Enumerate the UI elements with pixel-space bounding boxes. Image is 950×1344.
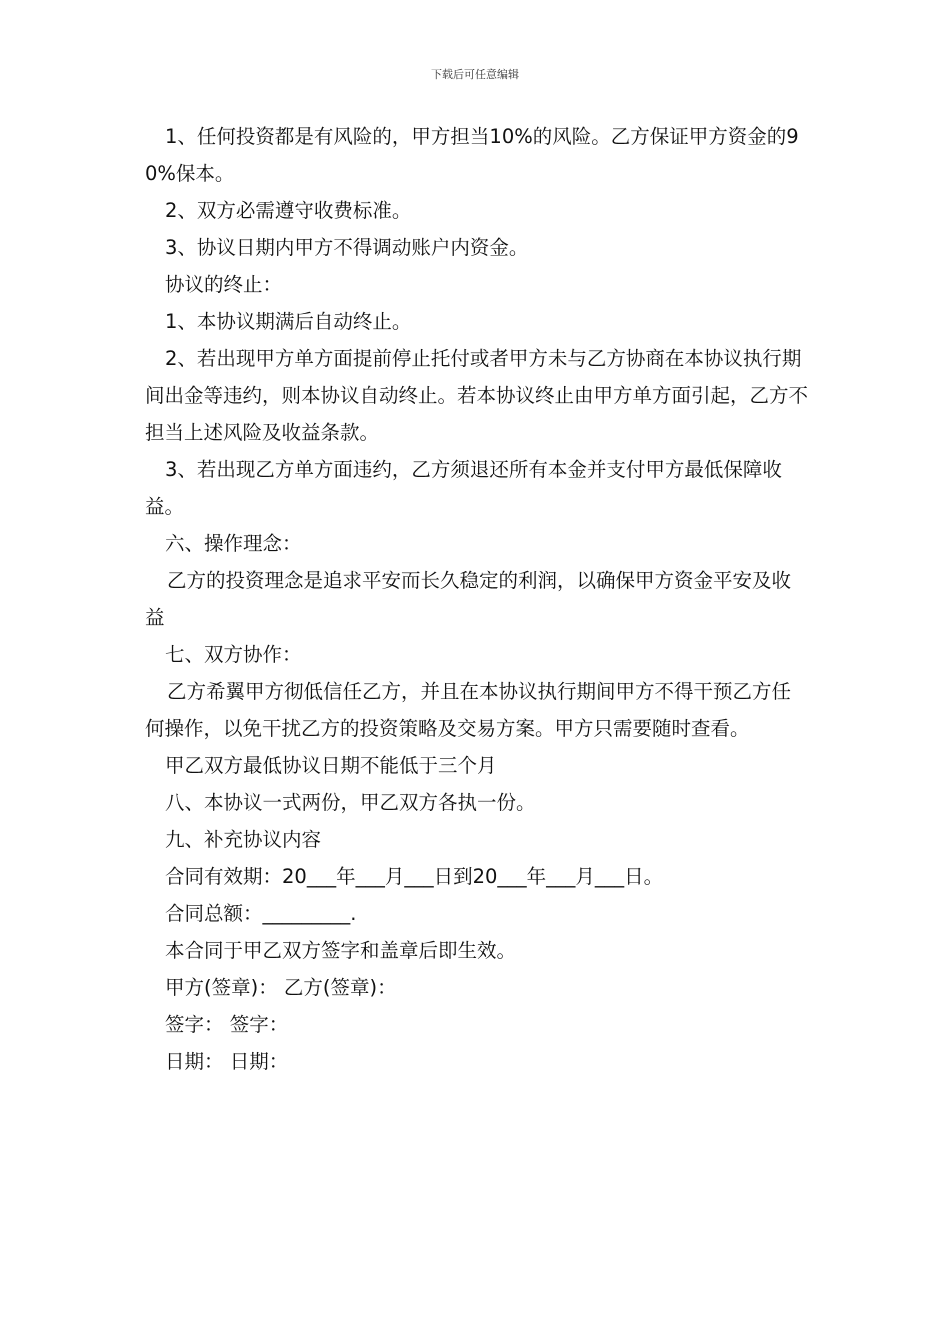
document-body bbox=[145, 118, 810, 1080]
seal-line: 甲方(签章)： 乙方(签章)： bbox=[165, 976, 397, 999]
clause-fee-standard: 2、双方必需遵守收费标准。 bbox=[165, 199, 412, 222]
section-termination-heading: 协议的终止： bbox=[165, 273, 283, 296]
section-6-heading: 六、操作理念： bbox=[165, 532, 302, 555]
termination-clause-1: 1、本协议期满后自动终止。 bbox=[165, 310, 412, 333]
minimum-term: 甲乙双方最低协议日期不能低于三个月 bbox=[165, 754, 497, 777]
page-header: 下载后可任意编辑 bbox=[431, 68, 519, 81]
contract-validity-period: 合同有效期：20___年___月___日到20___年___月___日。 bbox=[165, 865, 664, 888]
section-7-heading: 七、双方协作： bbox=[165, 643, 302, 666]
date-line: 日期： 日期： bbox=[165, 1050, 289, 1073]
signature-line: 签字： 签字： bbox=[165, 1013, 289, 1036]
effective-clause: 本合同于甲乙双方签字和盖章后即生效。 bbox=[165, 939, 517, 962]
section-9-heading: 九、补充协议内容 bbox=[165, 828, 322, 851]
section-8-heading: 八、本协议一式两份，甲乙双方各执一份。 bbox=[165, 791, 536, 814]
contract-total-amount: 合同总额：_________. bbox=[165, 902, 357, 925]
clause-risk: 1、任何投资都是有风险的，甲方担当10%的风险。乙方保证甲方资金的90%保本。 bbox=[145, 125, 799, 185]
section-7-body: 乙方希翼甲方彻低信任乙方，并且在本协议执行期间甲方不得干预乙方任何操作，以免干扰乙方的投资策略及交易方案。甲方只需要随时查看。 bbox=[145, 680, 792, 740]
section-6-body: 乙方的投资理念是追求平安而长久稳定的利润，以确保甲方资金平安及收益 bbox=[145, 569, 792, 629]
termination-clause-3: 3、若出现乙方单方面违约，乙方须退还所有本金并支付甲方最低保障收益。 bbox=[145, 458, 782, 518]
clause-no-transfer: 3、协议日期内甲方不得调动账户内资金。 bbox=[165, 236, 529, 259]
termination-clause-2: 2、若出现甲方单方面提前停止托付或者甲方未与乙方协商在本协议执行期间出金等违约，则本协议自动终止。若本协议终止由甲方单方面引起，乙方不担当上述风险及收益条款。 bbox=[145, 347, 809, 444]
